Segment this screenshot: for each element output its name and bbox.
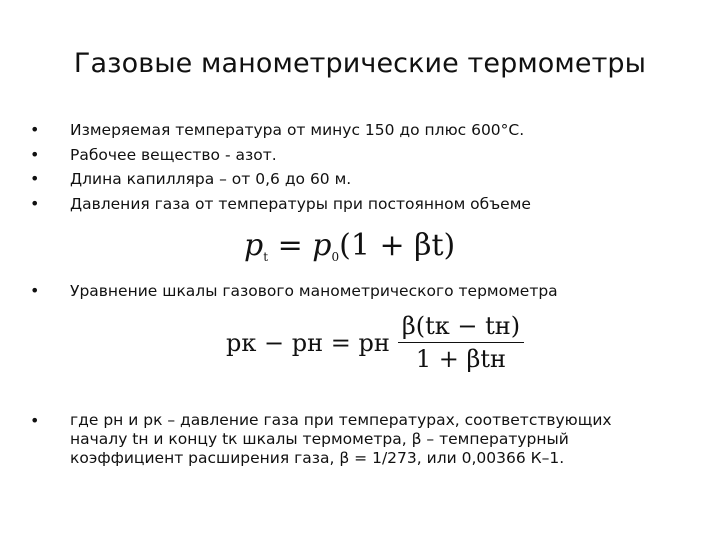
formula-lhs-var: p [244,228,264,263]
note-line: началу tн и концу tк шкалы термометра, β – температурный [70,430,569,448]
note-bullet-list [30,411,690,468]
formula-rhs-sub: 0 [331,250,340,264]
note-line: коэффициент расширения газа, β = 1/273, или 0,00366 К–1. [70,449,565,467]
list-item: • Уравнение шкалы газового манометрического термометра [30,279,690,303]
list-item: • Давления газа от температуры при постоянном объеме [30,192,690,217]
formula-eq: = [268,228,313,263]
list-item: • Рабочее вещество - азот. [30,143,690,168]
bullet-list [30,118,690,216]
list-item: • Длина капилляра – от 0,6 до 60 м. [30,167,690,192]
pressure-formula [244,228,455,264]
scale-formula [226,312,524,373]
scale-bullet-list [30,279,690,303]
fraction-numerator: β(tк − tн) [398,312,524,343]
scale-formula-lhs: pк − pн = pн [226,328,390,357]
scale-formula-fraction [398,312,524,373]
list-item: • Измеряемая температура от минус 150 до плюс 600°С. [30,118,690,143]
formula-lhs-sub: t [263,250,269,264]
fraction-denominator: 1 + βtн [415,345,507,373]
formula-rhs-var: p [312,228,332,263]
note-line: • где pн и pк – давление газа при температурах, соответствующих [70,411,612,429]
slide-title: Газовые манометрические термометры [73,48,647,79]
list-item [30,411,690,468]
formula-rest: (1 + βt) [339,228,456,263]
